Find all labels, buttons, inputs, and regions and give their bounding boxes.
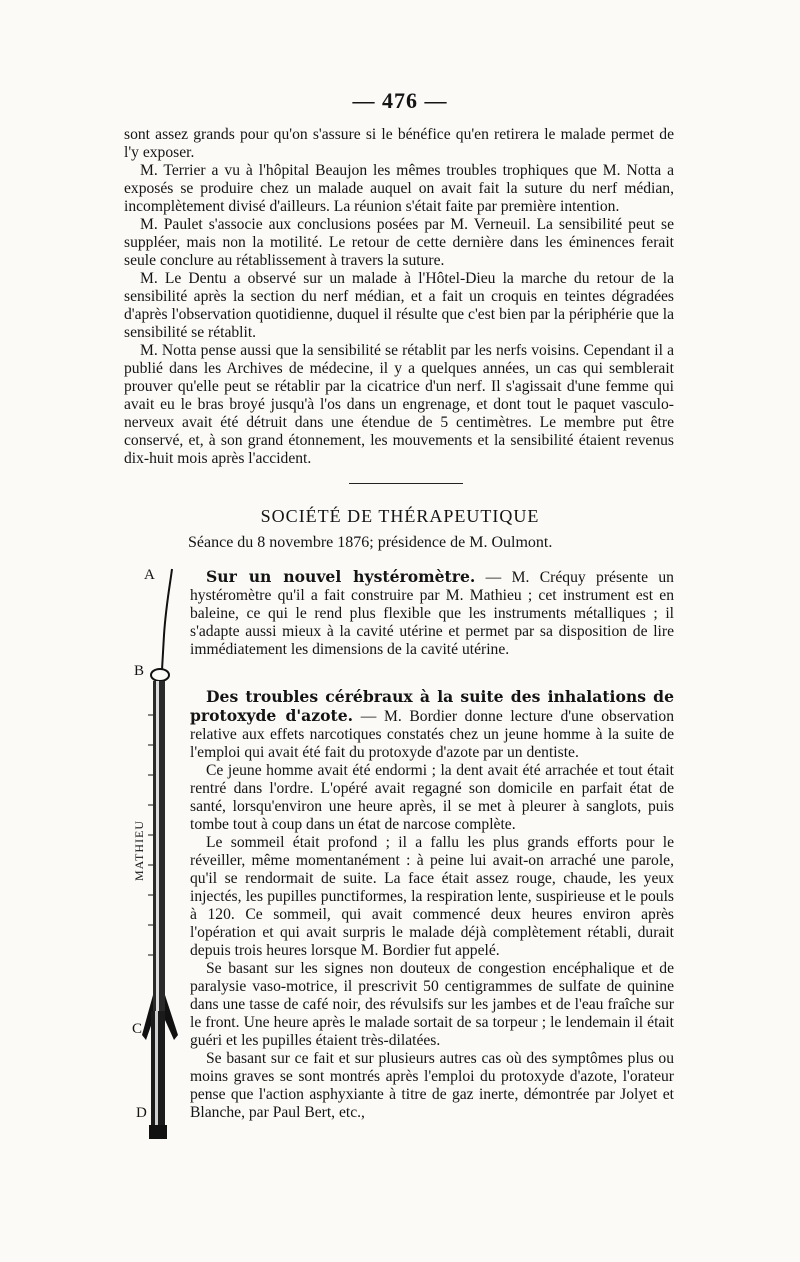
engraving-mathieu: MATHIEU [132, 820, 146, 881]
session-line: Séance du 8 novembre 1876; présidence de M. Oulmont. [188, 534, 553, 551]
figure-label-b: B [134, 663, 145, 679]
paragraph [190, 688, 674, 762]
paragraph [190, 568, 674, 659]
article-text: — M. Bordier donne lecture d'une observation relative aux effets narcotiques constatés chez un jeune homme à la suite de l'emploi qui avait été fait du protoxyde d'azote par un dentiste. [190, 708, 674, 761]
figure-label-c: C [132, 1021, 143, 1037]
paragraph: M. Terrier a vu à l'hôpital Beaujon les mêmes troubles trophiques que M. Notta a exposés se produire chez un malade auquel on avait fait la suture du nerf médian, incomplètement divisé d'ailleurs. La réunion s'était faite par première intention. [124, 162, 674, 215]
paragraph: M. Le Dentu a observé sur un malade à l'Hôtel-Dieu la marche du retour de la sensibilité après la section du nerf médian, et a fait un croquis en teintes dégradées d'après l'observation quotidienne, duquel il résulte que c'est bien par la périphérie que la sensibilité se rétablit. [124, 270, 674, 341]
intro-text [124, 126, 674, 468]
paragraph: sont assez grands pour qu'on s'assure si le bénéfice qu'en retirera le malade permet de l'y exposer. [124, 126, 674, 161]
figure-label-d: D [136, 1105, 147, 1121]
article-protoxyde [190, 688, 674, 1122]
hysterometer-drawing [120, 565, 190, 1145]
paragraph: Se basant sur ce fait et sur plusieurs autres cas où des symptômes plus ou moins graves se sont montrés après l'emploi du protoxyde d'azote, l'orateur pense que l'action asphyxiante à titre de gaz inerte, démontrée par Jolyet et Blanche, par Paul Bert, etc., [190, 1050, 674, 1121]
article-heading: Des troubles cérébraux à la suite des inhalations de protoxyde d'azote. [190, 687, 674, 725]
article-hysterometre [190, 568, 674, 659]
paragraph: Ce jeune homme avait été endormi ; la dent avait été arrachée et tout était rentré dans l'ordre. L'opéré avait regagné son domicile en parfait état de santé, lorsqu'environ une heure après, il se met à pleurer à sanglots, puis tombe tout à coup dans un état de narcose complète. [190, 762, 674, 833]
article-heading: Sur un nouvel hystéromètre. [206, 567, 476, 586]
paragraph: M. Notta pense aussi que la sensibilité se rétablit par les nerfs voisins. Cependant il a publié dans les Archives de médecine, il y a quelques années, un cas qui semblerait prouver qu'elle peut se rétablir par la cicatrice d'un nerf. Il s'agissait d'une femme qui avait eu le bras broyé jusqu'à l'os dans un engrenage, et dont tout le paquet vasculo-nerveux avait été détruit dans une étendue de 5 centimètres. Le membre put être conservé, et, à son grand étonnement, les mouvements et la sensibilité étaient revenus dix-huit mois après l'accident. [124, 342, 674, 467]
hysterometer-figure [120, 565, 190, 1145]
section-title: SOCIÉTÉ DE THÉRAPEUTIQUE [260, 506, 540, 526]
article-text: — M. Créquy présente un hystéromètre qu'il a fait construire par M. Mathieu ; cet instrument est en baleine, ce qui le rend plus flexible que les instruments métalliques ; il s'adapte aussi mieux à la cavité utérine et permet par sa disposition de lire immédiatement les dimensions de la cavité utérine. [190, 569, 674, 658]
paragraph: Se basant sur les signes non douteux de congestion encéphalique et de paralysie vaso-motrice, il prescrivit 50 centigrammes de sulfate de quinine dans une tasse de café noir, des révulsifs sur les jambes et de l'eau fraîche sur le front. Une heure après le malade sortait de sa torpeur ; le lendemain il était guéri et les pupilles étaient très-dilatées. [190, 960, 674, 1049]
paragraph: M. Paulet s'associe aux conclusions posées par M. Verneuil. La sensibilité peut se suppléer, mais non la motilité. Le retour de cette dernière dans les éminences ferait seule conclure au rétablissement à travers la suture. [124, 216, 674, 269]
paragraph: Le sommeil était profond ; il a fallu les plus grands efforts pour le réveiller, même momentanément : à peine lui avait-on arraché une parole, qu'il se rendormait de suite. La face était assez rouge, chaude, les yeux injectés, les pupilles punctiformes, la respiration lente, suspirieuse et le pouls à 120. Ce sommeil, qui avait commencé deux heures environ après l'opération et qui avait surpris le malade déjà complètement rétabli, durait depuis trois heures lorsque M. Bordier fut appelé. [190, 834, 674, 959]
section-divider [349, 483, 463, 484]
page-number: — 476 — [352, 88, 448, 113]
figure-label-a: A [144, 567, 155, 583]
